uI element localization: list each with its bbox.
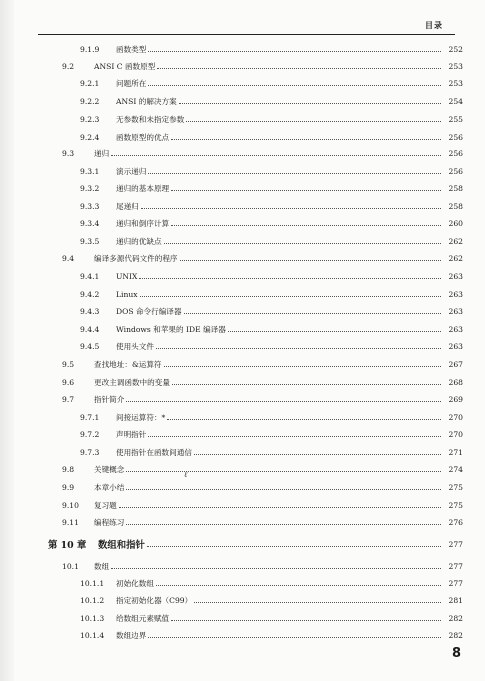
toc-leader-dots (126, 524, 441, 525)
toc-entry[interactable] (80, 322, 463, 336)
toc-entry[interactable] (80, 576, 463, 590)
toc-entry-title: 数组和指针 (98, 540, 145, 551)
toc-entry-title: 查找地址：&运算符 (94, 359, 162, 369)
toc-entry[interactable] (80, 593, 463, 607)
toc-entry-number: 9.5 (62, 359, 75, 369)
toc-entry[interactable] (80, 94, 463, 108)
toc-entry-title: 间接运算符：* (116, 412, 166, 422)
toc-entry-page: 263 (448, 341, 463, 351)
toc-leader-dots (184, 313, 442, 314)
toc-entry-page: 253 (448, 61, 463, 71)
toc-entry-title: 指针简介 (94, 394, 125, 404)
toc-entry-page: 276 (448, 517, 463, 527)
toc-entry-title: 无参数和未指定参数 (116, 114, 185, 124)
toc-entry-title: DOS 命令行编译器 (116, 306, 182, 316)
toc-entry-number: 9.10 (62, 500, 79, 510)
stray-pen-mark: ℓ (184, 470, 188, 479)
toc-entry-number: 9.2 (62, 61, 75, 71)
toc-leader-dots (194, 454, 441, 455)
toc-entry-title: 更改主调函数中的变量 (94, 377, 170, 387)
running-header: 目录 (425, 20, 443, 30)
toc-entry[interactable] (80, 76, 463, 90)
toc-entry[interactable] (62, 146, 463, 160)
toc-entry-number: 9.9 (62, 482, 75, 492)
toc-entry-number: 9.3.2 (80, 183, 100, 193)
toc-entry-page: 263 (448, 289, 463, 299)
toc-entry-page: 270 (448, 429, 463, 439)
toc-entry-number: 10.1.4 (80, 630, 105, 640)
toc-entry-page: 256 (448, 166, 463, 176)
toc-entry[interactable] (62, 462, 463, 476)
toc-entry-number: 9.2.2 (80, 96, 100, 106)
toc-leader-dots (148, 436, 441, 437)
toc-entry-page: 252 (448, 44, 463, 54)
toc-entry[interactable] (62, 375, 463, 389)
toc-entry-title: 使用指针在函数间通信 (116, 447, 192, 457)
toc-entry-page: 277 (448, 539, 463, 549)
toc-entry-number: 9.8 (62, 464, 75, 474)
toc-entry-page: 256 (448, 132, 463, 142)
toc-entry-page: 254 (448, 96, 463, 106)
toc-entry-title: 递归 (94, 148, 110, 158)
toc-leader-dots (147, 546, 441, 547)
toc-entry-number: 9.4.4 (80, 324, 100, 334)
toc-entry-page: 282 (448, 630, 463, 640)
toc-entry-title: 声明指针 (116, 429, 147, 439)
toc-leader-dots (119, 507, 441, 508)
toc-entry-title: 问题所在 (116, 78, 147, 88)
toc-leader-dots (171, 139, 441, 140)
toc-leader-dots (171, 620, 441, 621)
toc-entry[interactable] (62, 480, 463, 494)
toc-entry-title: 递归的基本原理 (116, 183, 170, 193)
toc-leader-dots (172, 384, 441, 385)
toc-entry-page: 275 (448, 482, 463, 492)
toc-entry-number: 9.4.5 (80, 341, 100, 351)
toc-leader-dots (148, 85, 441, 86)
toc-leader-dots (171, 190, 441, 191)
toc-entry-page: 258 (448, 183, 463, 193)
toc-leader-dots (139, 278, 441, 279)
toc-entry-title: ANSI 的解决方案 (116, 96, 177, 106)
toc-entry-page: 277 (448, 578, 463, 588)
toc-entry-number: 9.4.1 (80, 271, 100, 281)
toc-entry-number: 9.6 (62, 377, 75, 387)
toc-leader-dots (111, 568, 441, 569)
toc-entry-number: 10.1 (62, 561, 79, 571)
toc-entry-page: 263 (448, 271, 463, 281)
toc-entry-page: 282 (448, 613, 463, 623)
toc-entry-title: 本章小结 (94, 482, 125, 492)
toc-entry-number: 第 10 章 (48, 540, 87, 551)
toc-entry-number: 9.11 (62, 517, 79, 527)
toc-entry-title: 函数类型 (116, 44, 147, 54)
toc-entry-page: 270 (448, 412, 463, 422)
toc-entry[interactable] (80, 611, 463, 625)
toc-entry[interactable] (80, 427, 463, 441)
toc-entry[interactable] (62, 251, 463, 265)
toc-leader-dots (164, 366, 441, 367)
toc-leader-dots (164, 243, 441, 244)
toc-entry-title: 数组边界 (116, 630, 147, 640)
toc-entry-page: 267 (448, 359, 463, 369)
toc-entry-title: 编译多源代码文件的程序 (94, 253, 178, 263)
toc-entry[interactable] (80, 234, 463, 248)
toc-leader-dots (156, 348, 441, 349)
toc-leader-dots (148, 173, 441, 174)
toc-entry-title: 指定初始化器（C99） (116, 595, 193, 605)
toc-entry-page: 256 (448, 148, 463, 158)
toc-entry-page: 262 (448, 236, 463, 246)
toc-entry-title: 递归和倒序计算 (116, 218, 170, 228)
toc-entry-page: 263 (448, 306, 463, 316)
toc-entry[interactable] (80, 445, 463, 459)
toc-entry[interactable] (62, 498, 463, 512)
toc-entry-number: 9.2.4 (80, 132, 100, 142)
toc-entry-number: 9.7.1 (80, 412, 100, 422)
toc-entry[interactable] (80, 304, 463, 318)
toc-entry-title: 数组 (94, 561, 110, 571)
toc-leader-dots (167, 419, 441, 420)
toc-entry-page: 258 (448, 201, 463, 211)
toc-entry-number: 9.3.5 (80, 236, 100, 246)
toc-entry[interactable] (80, 339, 463, 353)
toc-entry-title: Windows 和苹果的 IDE 编译器 (116, 324, 226, 334)
header-rule (38, 34, 455, 35)
toc-entry[interactable] (80, 410, 463, 424)
toc-entry[interactable] (80, 216, 463, 230)
page-binding-shadow (0, 0, 14, 681)
toc-entry-page: 281 (448, 595, 463, 605)
toc-entry-number: 10.1.3 (80, 613, 105, 623)
toc-entry-page: 271 (448, 447, 463, 457)
toc-leader-dots (140, 296, 441, 297)
toc-entry-page: 262 (448, 253, 463, 263)
toc-entry-number: 9.7.3 (80, 447, 100, 457)
toc-entry-number: 9.4.2 (80, 289, 100, 299)
toc-entry-page: 274 (448, 464, 463, 474)
toc-entry[interactable] (80, 628, 463, 642)
toc-leader-dots (194, 602, 441, 603)
toc-entry-number: 9.3.4 (80, 218, 100, 228)
toc-leader-dots (148, 51, 441, 52)
toc-entry-number: 9.7.2 (80, 429, 100, 439)
toc-entry-page: 253 (448, 78, 463, 88)
toc-leader-dots (179, 103, 441, 104)
toc-entry-title: 给数组元素赋值 (116, 613, 170, 623)
toc-entry-page: 275 (448, 500, 463, 510)
toc-entry-number: 9.2.1 (80, 78, 100, 88)
toc-entry-title: 使用头文件 (116, 341, 154, 351)
toc-entry-title: UNIX (116, 271, 138, 281)
toc-entry-number: 9.4 (62, 253, 75, 263)
toc-entry[interactable] (80, 42, 463, 56)
toc-entry[interactable] (62, 515, 463, 529)
toc-entry-title: Linux (116, 289, 138, 299)
toc-leader-dots (148, 637, 441, 638)
toc-entry-page: 260 (448, 218, 463, 228)
toc-entry-title: 初始化数组 (116, 578, 154, 588)
toc-entry-number: 9.3 (62, 148, 75, 158)
toc-leader-dots (111, 155, 441, 156)
toc-entry-number: 10.1.1 (80, 578, 105, 588)
toc-entry-number: 9.2.3 (80, 114, 100, 124)
toc-leader-dots (157, 68, 441, 69)
toc-leader-dots (156, 585, 441, 586)
toc-entry-number: 9.3.1 (80, 166, 100, 176)
toc-leader-dots (126, 471, 441, 472)
toc-entry[interactable] (80, 199, 463, 213)
toc-entry-page: 269 (448, 394, 463, 404)
toc-entry-page: 268 (448, 377, 463, 387)
toc-entry[interactable] (62, 59, 463, 73)
toc-entry[interactable] (62, 559, 463, 573)
toc-leader-dots (228, 331, 441, 332)
toc-leader-dots (171, 225, 441, 226)
toc-entry-title: 编程练习 (94, 517, 125, 527)
toc-entry-number: 9.3.3 (80, 201, 100, 211)
toc-entry[interactable] (80, 112, 463, 126)
toc-entry-page: 255 (448, 114, 463, 124)
toc-entry-title: 演示递归 (116, 166, 147, 176)
toc-entry[interactable] (80, 181, 463, 195)
toc-chapter[interactable] (48, 537, 463, 551)
toc-entry-title: 关键概念 (94, 464, 125, 474)
toc-leader-dots (126, 489, 441, 490)
toc-leader-dots (180, 260, 441, 261)
toc-entry-title: 尾递归 (116, 201, 139, 211)
toc-entry-title: ANSI C 函数原型 (94, 61, 156, 71)
toc-entry-number: 9.1.9 (80, 44, 100, 54)
toc-entry[interactable] (80, 287, 463, 301)
toc-entry[interactable] (62, 392, 463, 406)
toc-leader-dots (126, 401, 441, 402)
toc-entry-number: 9.7 (62, 394, 75, 404)
toc-leader-dots (141, 208, 441, 209)
toc-entry[interactable] (80, 164, 463, 178)
toc-entry[interactable] (80, 269, 463, 283)
toc-entry-page: 277 (448, 561, 463, 571)
toc-entry-number: 10.1.2 (80, 595, 105, 605)
toc-leader-dots (186, 121, 441, 122)
toc-entry-title: 函数原型的优点 (116, 132, 170, 142)
toc-entry[interactable] (80, 130, 463, 144)
page-number: 8 (451, 646, 461, 661)
toc-entry-title: 复习题 (94, 500, 117, 510)
toc-entry-number: 9.4.3 (80, 306, 100, 316)
toc-entry[interactable] (62, 357, 463, 371)
toc-entry-title: 递归的优缺点 (116, 236, 162, 246)
toc-entry-page: 263 (448, 324, 463, 334)
